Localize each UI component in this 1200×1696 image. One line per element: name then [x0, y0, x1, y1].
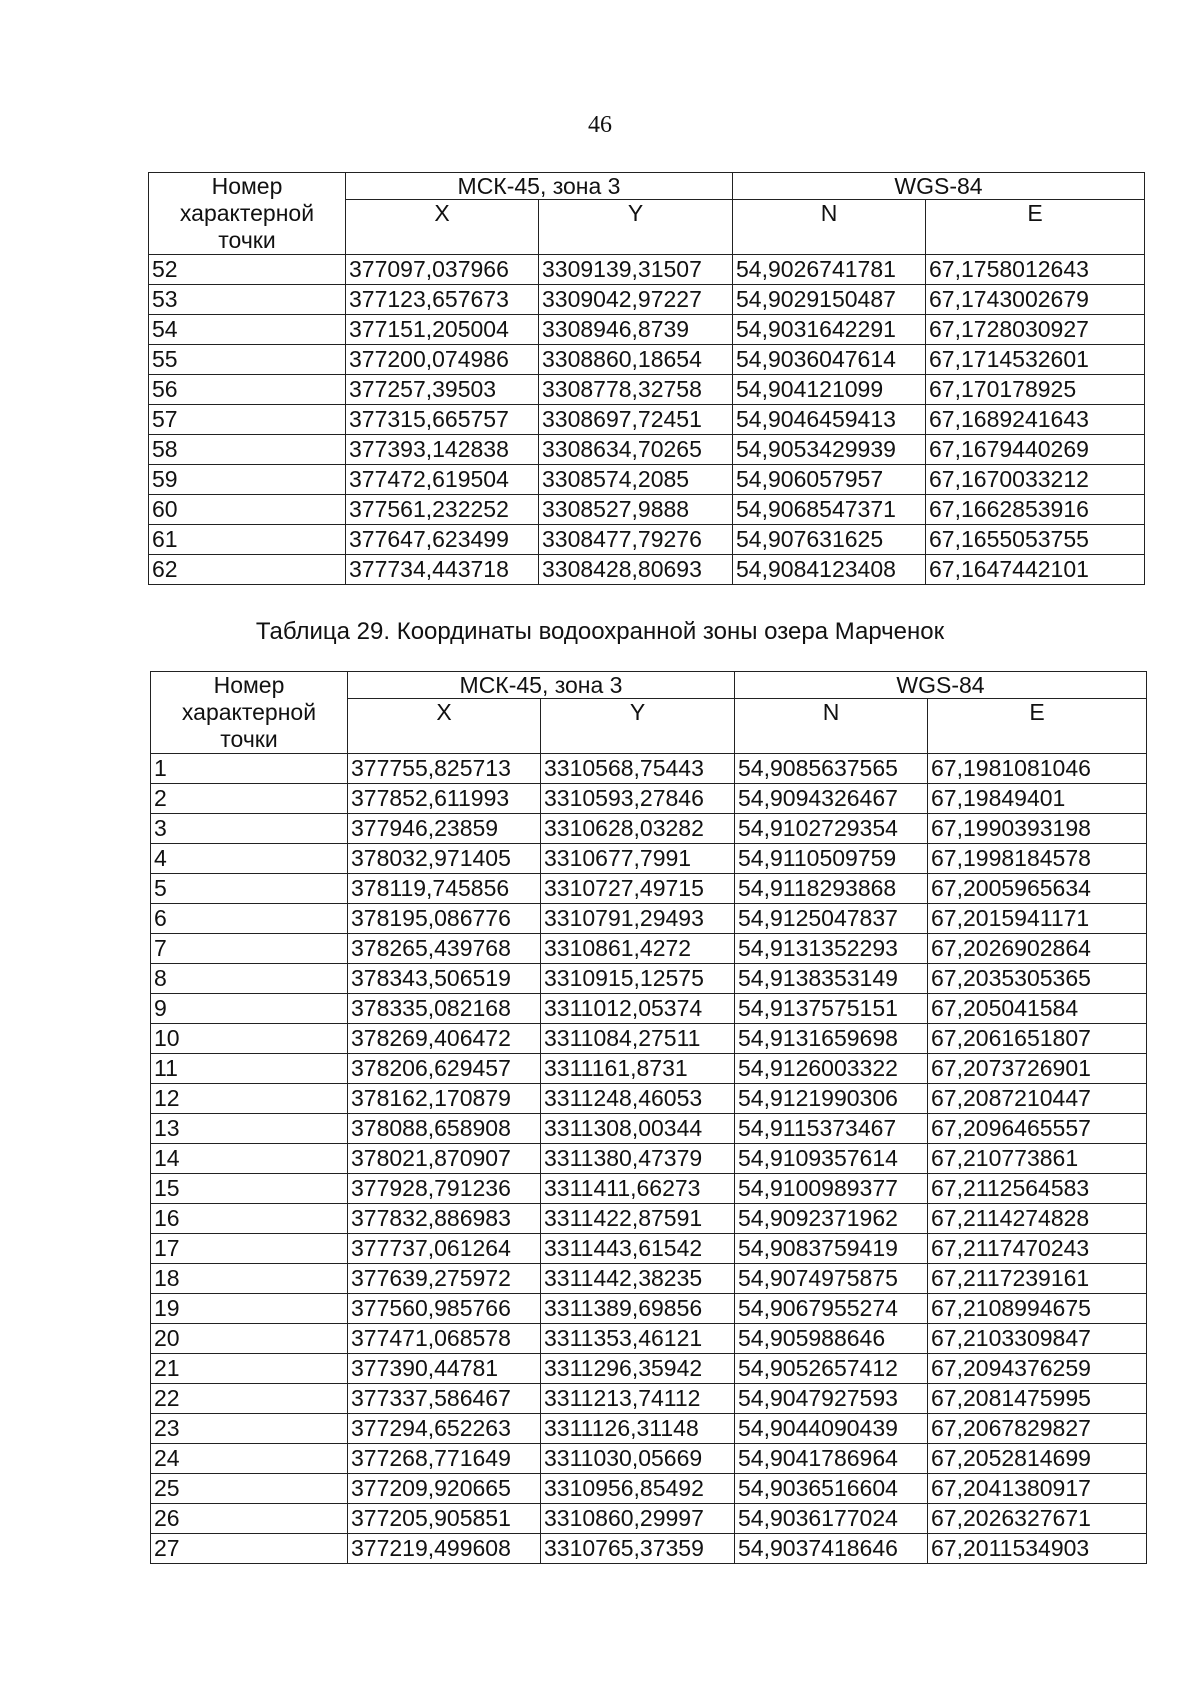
cell-x: 377294,652263 — [348, 1414, 541, 1444]
cell-point-number: 6 — [151, 904, 348, 934]
cell-e: 67,2011534903 — [928, 1534, 1147, 1564]
cell-n: 54,9044090439 — [735, 1414, 928, 1444]
cell-x: 378343,506519 — [348, 964, 541, 994]
cell-point-number: 52 — [149, 255, 346, 285]
table-row — [151, 1474, 1147, 1504]
cell-point-number: 55 — [149, 345, 346, 375]
cell-point-number: 57 — [149, 405, 346, 435]
cell-point-number: 9 — [151, 994, 348, 1024]
cell-y: 3311353,46121 — [541, 1324, 735, 1354]
cell-point-number: 27 — [151, 1534, 348, 1564]
cell-n: 54,9138353149 — [735, 964, 928, 994]
cell-y: 3308574,2085 — [539, 465, 733, 495]
cell-point-number: 3 — [151, 814, 348, 844]
cell-x: 377560,985766 — [348, 1294, 541, 1324]
cell-y: 3310677,7991 — [541, 844, 735, 874]
cell-point-number: 22 — [151, 1384, 348, 1414]
cell-e: 67,1728030927 — [926, 315, 1145, 345]
cell-y: 3310956,85492 — [541, 1474, 735, 1504]
cell-e: 67,2114274828 — [928, 1204, 1147, 1234]
header-y: Y — [541, 699, 735, 754]
cell-point-number: 8 — [151, 964, 348, 994]
table-row — [149, 525, 1145, 555]
cell-e: 67,2041380917 — [928, 1474, 1147, 1504]
cell-y: 3311126,31148 — [541, 1414, 735, 1444]
cell-n: 54,9094326467 — [735, 784, 928, 814]
cell-e: 67,210773861 — [928, 1144, 1147, 1174]
header-wgs: WGS-84 — [733, 173, 1145, 200]
cell-x: 377946,23859 — [348, 814, 541, 844]
cell-n: 54,9118293868 — [735, 874, 928, 904]
cell-n: 54,9083759419 — [735, 1234, 928, 1264]
header-wgs: WGS-84 — [735, 672, 1147, 699]
cell-x: 377755,825713 — [348, 754, 541, 784]
cell-e: 67,1647442101 — [926, 555, 1145, 585]
cell-e: 67,1714532601 — [926, 345, 1145, 375]
cell-y: 3311012,05374 — [541, 994, 735, 1024]
table2-body — [151, 754, 1147, 1564]
cell-x: 378032,971405 — [348, 844, 541, 874]
header-n: N — [735, 699, 928, 754]
cell-e: 67,2117470243 — [928, 1234, 1147, 1264]
table-row — [149, 465, 1145, 495]
table-row — [151, 994, 1147, 1024]
table-row — [151, 1504, 1147, 1534]
cell-point-number: 18 — [151, 1264, 348, 1294]
cell-n: 54,9067955274 — [735, 1294, 928, 1324]
cell-e: 67,2094376259 — [928, 1354, 1147, 1384]
table-row — [151, 874, 1147, 904]
cell-n: 54,9037418646 — [735, 1534, 928, 1564]
cell-e: 67,1655053755 — [926, 525, 1145, 555]
cell-point-number: 12 — [151, 1084, 348, 1114]
cell-point-number: 13 — [151, 1114, 348, 1144]
cell-x: 378335,082168 — [348, 994, 541, 1024]
cell-y: 3310765,37359 — [541, 1534, 735, 1564]
page-number: 46 — [588, 112, 612, 138]
cell-x: 377315,665757 — [346, 405, 539, 435]
cell-point-number: 59 — [149, 465, 346, 495]
cell-n: 54,906057957 — [733, 465, 926, 495]
cell-point-number: 62 — [149, 555, 346, 585]
cell-e: 67,2061651807 — [928, 1024, 1147, 1054]
cell-e: 67,19849401 — [928, 784, 1147, 814]
cell-x: 377209,920665 — [348, 1474, 541, 1504]
table1-body — [149, 255, 1145, 585]
cell-y: 3309139,31507 — [539, 255, 733, 285]
cell-n: 54,9102729354 — [735, 814, 928, 844]
cell-point-number: 16 — [151, 1204, 348, 1234]
cell-y: 3308527,9888 — [539, 495, 733, 525]
cell-n: 54,9046459413 — [733, 405, 926, 435]
table-row — [149, 285, 1145, 315]
table-row — [151, 1204, 1147, 1234]
header-msk: МСК-45, зона 3 — [348, 672, 735, 699]
cell-x: 377151,205004 — [346, 315, 539, 345]
cell-n: 54,9125047837 — [735, 904, 928, 934]
cell-point-number: 19 — [151, 1294, 348, 1324]
cell-e: 67,2073726901 — [928, 1054, 1147, 1084]
table-row — [149, 495, 1145, 525]
cell-y: 3308860,18654 — [539, 345, 733, 375]
cell-y: 3311084,27511 — [541, 1024, 735, 1054]
header-n: N — [733, 200, 926, 255]
cell-e: 67,2052814699 — [928, 1444, 1147, 1474]
cell-n: 54,9121990306 — [735, 1084, 928, 1114]
table-row — [151, 1084, 1147, 1114]
cell-y: 3308946,8739 — [539, 315, 733, 345]
cell-y: 3309042,97227 — [539, 285, 733, 315]
header-point-number: Номер характерной точки — [151, 672, 348, 754]
table-row — [151, 1384, 1147, 1414]
cell-y: 3311248,46053 — [541, 1084, 735, 1114]
cell-y: 3308428,80693 — [539, 555, 733, 585]
cell-y: 3310791,29493 — [541, 904, 735, 934]
cell-y: 3308697,72451 — [539, 405, 733, 435]
cell-n: 54,9137575151 — [735, 994, 928, 1024]
cell-e: 67,1662853916 — [926, 495, 1145, 525]
cell-y: 3310628,03282 — [541, 814, 735, 844]
cell-y: 3308477,79276 — [539, 525, 733, 555]
cell-y: 3311443,61542 — [541, 1234, 735, 1264]
cell-n: 54,9131659698 — [735, 1024, 928, 1054]
table-row — [149, 345, 1145, 375]
cell-y: 3310593,27846 — [541, 784, 735, 814]
cell-x: 377852,611993 — [348, 784, 541, 814]
cell-e: 67,2035305365 — [928, 964, 1147, 994]
table-row — [151, 1054, 1147, 1084]
cell-e: 67,1679440269 — [926, 435, 1145, 465]
cell-e: 67,1743002679 — [926, 285, 1145, 315]
cell-point-number: 5 — [151, 874, 348, 904]
table-row — [151, 1114, 1147, 1144]
table-row — [149, 405, 1145, 435]
coordinates-table-lake-marchenok — [150, 671, 1147, 1564]
cell-x: 378088,658908 — [348, 1114, 541, 1144]
cell-x: 378119,745856 — [348, 874, 541, 904]
cell-y: 3310568,75443 — [541, 754, 735, 784]
table-row — [149, 555, 1145, 585]
cell-y: 3311411,66273 — [541, 1174, 735, 1204]
cell-e: 67,2015941171 — [928, 904, 1147, 934]
cell-point-number: 23 — [151, 1414, 348, 1444]
cell-point-number: 20 — [151, 1324, 348, 1354]
cell-n: 54,9092371962 — [735, 1204, 928, 1234]
cell-n: 54,9047927593 — [735, 1384, 928, 1414]
table-row — [151, 1324, 1147, 1354]
table-row — [151, 1264, 1147, 1294]
cell-point-number: 21 — [151, 1354, 348, 1384]
cell-x: 377393,142838 — [346, 435, 539, 465]
cell-y: 3308778,32758 — [539, 375, 733, 405]
cell-y: 3310860,29997 — [541, 1504, 735, 1534]
cell-x: 378206,629457 — [348, 1054, 541, 1084]
cell-x: 377200,074986 — [346, 345, 539, 375]
cell-n: 54,9131352293 — [735, 934, 928, 964]
cell-n: 54,9100989377 — [735, 1174, 928, 1204]
cell-e: 67,1998184578 — [928, 844, 1147, 874]
cell-e: 67,2096465557 — [928, 1114, 1147, 1144]
cell-point-number: 25 — [151, 1474, 348, 1504]
cell-x: 377647,623499 — [346, 525, 539, 555]
cell-point-number: 7 — [151, 934, 348, 964]
cell-e: 67,2026902864 — [928, 934, 1147, 964]
table-row — [151, 1024, 1147, 1054]
cell-y: 3310727,49715 — [541, 874, 735, 904]
cell-e: 67,1670033212 — [926, 465, 1145, 495]
cell-y: 3311161,8731 — [541, 1054, 735, 1084]
cell-n: 54,9036047614 — [733, 345, 926, 375]
cell-n: 54,9029150487 — [733, 285, 926, 315]
cell-point-number: 60 — [149, 495, 346, 525]
cell-x: 377257,39503 — [346, 375, 539, 405]
table-row — [149, 255, 1145, 285]
table-row — [151, 1294, 1147, 1324]
cell-x: 378162,170879 — [348, 1084, 541, 1114]
cell-y: 3308634,70265 — [539, 435, 733, 465]
table-row — [149, 375, 1145, 405]
cell-e: 67,2108994675 — [928, 1294, 1147, 1324]
cell-e: 67,2026327671 — [928, 1504, 1147, 1534]
cell-e: 67,170178925 — [926, 375, 1145, 405]
cell-point-number: 14 — [151, 1144, 348, 1174]
cell-x: 378265,439768 — [348, 934, 541, 964]
cell-e: 67,1758012643 — [926, 255, 1145, 285]
cell-n: 54,905988646 — [735, 1324, 928, 1354]
cell-n: 54,9036516604 — [735, 1474, 928, 1504]
cell-e: 67,2087210447 — [928, 1084, 1147, 1114]
cell-point-number: 15 — [151, 1174, 348, 1204]
cell-n: 54,9115373467 — [735, 1114, 928, 1144]
table-row — [149, 435, 1145, 465]
cell-x: 377123,657673 — [346, 285, 539, 315]
cell-x: 377390,44781 — [348, 1354, 541, 1384]
cell-x: 377337,586467 — [348, 1384, 541, 1414]
cell-y: 3311422,87591 — [541, 1204, 735, 1234]
table-row — [151, 1534, 1147, 1564]
cell-n: 54,9074975875 — [735, 1264, 928, 1294]
cell-y: 3311442,38235 — [541, 1264, 735, 1294]
cell-n: 54,9068547371 — [733, 495, 926, 525]
cell-y: 3311213,74112 — [541, 1384, 735, 1414]
cell-n: 54,9052657412 — [735, 1354, 928, 1384]
cell-x: 377734,443718 — [346, 555, 539, 585]
cell-point-number: 2 — [151, 784, 348, 814]
cell-n: 54,9084123408 — [733, 555, 926, 585]
cell-point-number: 58 — [149, 435, 346, 465]
cell-e: 67,1689241643 — [926, 405, 1145, 435]
cell-n: 54,9109357614 — [735, 1144, 928, 1174]
cell-x: 377832,886983 — [348, 1204, 541, 1234]
cell-point-number: 61 — [149, 525, 346, 555]
cell-x: 377737,061264 — [348, 1234, 541, 1264]
header-x: X — [348, 699, 541, 754]
cell-n: 54,9053429939 — [733, 435, 926, 465]
table-row — [151, 844, 1147, 874]
cell-point-number: 17 — [151, 1234, 348, 1264]
cell-y: 3311308,00344 — [541, 1114, 735, 1144]
cell-e: 67,2005965634 — [928, 874, 1147, 904]
header-point-number: Номер характерной точки — [149, 173, 346, 255]
cell-y: 3310861,4272 — [541, 934, 735, 964]
cell-n: 54,907631625 — [733, 525, 926, 555]
cell-x: 378195,086776 — [348, 904, 541, 934]
cell-point-number: 26 — [151, 1504, 348, 1534]
cell-x: 377268,771649 — [348, 1444, 541, 1474]
cell-n: 54,904121099 — [733, 375, 926, 405]
cell-x: 377639,275972 — [348, 1264, 541, 1294]
cell-e: 67,2117239161 — [928, 1264, 1147, 1294]
table-row — [151, 1354, 1147, 1384]
table-row — [151, 1144, 1147, 1174]
cell-x: 377219,499608 — [348, 1534, 541, 1564]
cell-x: 377472,619504 — [346, 465, 539, 495]
header-y: Y — [539, 200, 733, 255]
table-row — [151, 904, 1147, 934]
cell-e: 67,1990393198 — [928, 814, 1147, 844]
cell-e: 67,2067829827 — [928, 1414, 1147, 1444]
cell-point-number: 54 — [149, 315, 346, 345]
cell-x: 377471,068578 — [348, 1324, 541, 1354]
table-row — [151, 1174, 1147, 1204]
cell-e: 67,2112564583 — [928, 1174, 1147, 1204]
table-row — [151, 754, 1147, 784]
header-e: E — [926, 200, 1145, 255]
table-row — [151, 1234, 1147, 1264]
table-caption: Таблица 29. Координаты водоохранной зоны озера Марченок — [255, 618, 945, 645]
table-row — [149, 315, 1145, 345]
cell-n: 54,9031642291 — [733, 315, 926, 345]
header-msk: МСК-45, зона 3 — [346, 173, 733, 200]
cell-n: 54,9085637565 — [735, 754, 928, 784]
cell-point-number: 53 — [149, 285, 346, 315]
cell-x: 377928,791236 — [348, 1174, 541, 1204]
table-row — [151, 934, 1147, 964]
table-row — [151, 784, 1147, 814]
cell-x: 377205,905851 — [348, 1504, 541, 1534]
cell-n: 54,9110509759 — [735, 844, 928, 874]
cell-n: 54,9041786964 — [735, 1444, 928, 1474]
cell-point-number: 11 — [151, 1054, 348, 1084]
cell-point-number: 4 — [151, 844, 348, 874]
cell-point-number: 1 — [151, 754, 348, 784]
table-row — [151, 1414, 1147, 1444]
cell-y: 3311380,47379 — [541, 1144, 735, 1174]
cell-n: 54,9036177024 — [735, 1504, 928, 1534]
cell-e: 67,2081475995 — [928, 1384, 1147, 1414]
cell-n: 54,9126003322 — [735, 1054, 928, 1084]
cell-x: 378269,406472 — [348, 1024, 541, 1054]
cell-e: 67,205041584 — [928, 994, 1147, 1024]
header-x: X — [346, 200, 539, 255]
cell-point-number: 24 — [151, 1444, 348, 1474]
cell-x: 377097,037966 — [346, 255, 539, 285]
cell-x: 377561,232252 — [346, 495, 539, 525]
cell-y: 3311296,35942 — [541, 1354, 735, 1384]
cell-x: 378021,870907 — [348, 1144, 541, 1174]
cell-point-number: 10 — [151, 1024, 348, 1054]
table-row — [151, 1444, 1147, 1474]
cell-y: 3310915,12575 — [541, 964, 735, 994]
cell-point-number: 56 — [149, 375, 346, 405]
header-e: E — [928, 699, 1147, 754]
cell-n: 54,9026741781 — [733, 255, 926, 285]
cell-e: 67,1981081046 — [928, 754, 1147, 784]
coordinates-table-continued — [148, 172, 1145, 585]
cell-e: 67,2103309847 — [928, 1324, 1147, 1354]
table-row — [151, 964, 1147, 994]
cell-y: 3311389,69856 — [541, 1294, 735, 1324]
table-row — [151, 814, 1147, 844]
cell-y: 3311030,05669 — [541, 1444, 735, 1474]
